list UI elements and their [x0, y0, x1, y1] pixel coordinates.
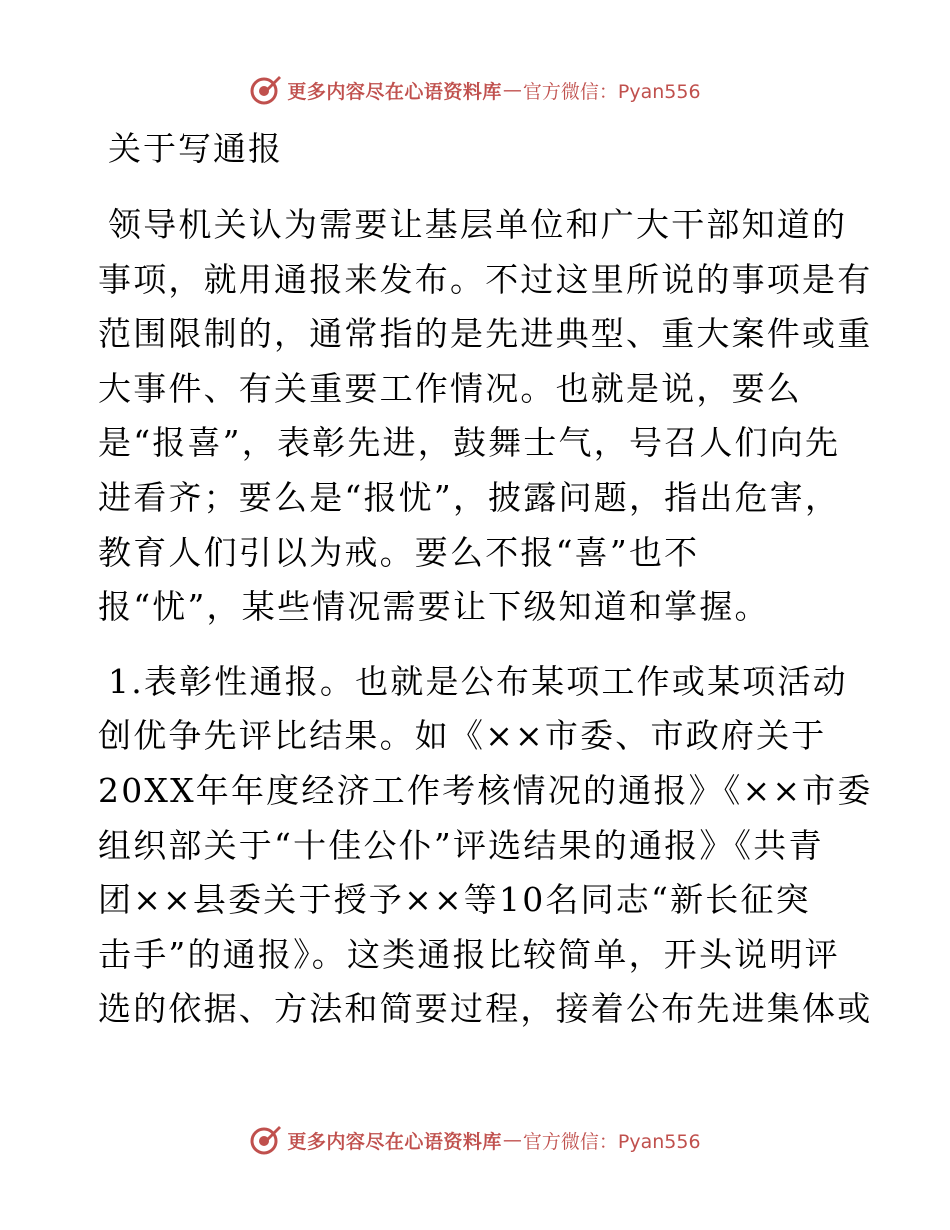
paragraph-line: 领导机关认为需要让基层单位和广大干部知道的	[108, 205, 848, 244]
paragraph-line: 事项，就用通报来发布。不过这里所说的事项是有	[98, 259, 873, 299]
paragraph-line: 20XX年年度经济工作考核情况的通报》《××市委	[98, 770, 873, 810]
pen-logo-icon	[249, 1123, 283, 1157]
pen-logo-icon	[249, 73, 283, 107]
document-body	[98, 122, 873, 1057]
document-title: 关于写通报	[108, 129, 283, 168]
watermark-wechat: 官方微信：Pyan556	[522, 1130, 701, 1153]
paragraph-line: 范围限制的，通常指的是先进典型、重大案件或重	[98, 314, 873, 354]
watermark-wechat: 官方微信：Pyan556	[522, 80, 701, 103]
paragraph-line: 团××县委关于授予××等10名同志“新长征突	[98, 880, 811, 920]
paragraph-line: 选的依据、方法和简要过程，接着公布先进集体或	[98, 989, 873, 1029]
paragraph-line: 1.表彰性通报。也就是公布某项工作或某项活动	[108, 661, 848, 701]
footer-watermark	[0, 1122, 950, 1158]
watermark-text: 更多内容尽在心语资料库	[287, 80, 502, 103]
paragraph-line: 是“报喜”，表彰先进，鼓舞士气，号召人们向先	[98, 423, 841, 463]
paragraph-commendation	[98, 655, 873, 1037]
paragraph-line: 教育人们引以为戒。要么不报“喜”也不	[98, 532, 700, 572]
paragraph-line: 击手”的通报》。这类通报比较简单，开头说明评	[98, 934, 840, 974]
paragraph-line: 组织部关于“十佳公仆”评选结果的通报》《共青	[98, 825, 824, 865]
paragraph-line: 报“忧”，某些情况需要让下级知道和掌握。	[98, 587, 770, 627]
paragraph-line: 大事件、有关重要工作情况。也就是说，要么	[98, 368, 802, 408]
watermark-separator: —	[502, 79, 522, 101]
watermark-text: 更多内容尽在心语资料库	[287, 1130, 502, 1153]
paragraph-line: 创优争先评比结果。如《××市委、市政府关于	[98, 716, 827, 756]
paragraph-line: 进看齐；要么是“报忧”，披露问题，指出危害，	[98, 477, 841, 517]
paragraph-intro	[98, 198, 873, 635]
header-watermark	[0, 72, 950, 108]
watermark-separator: —	[502, 1129, 522, 1151]
